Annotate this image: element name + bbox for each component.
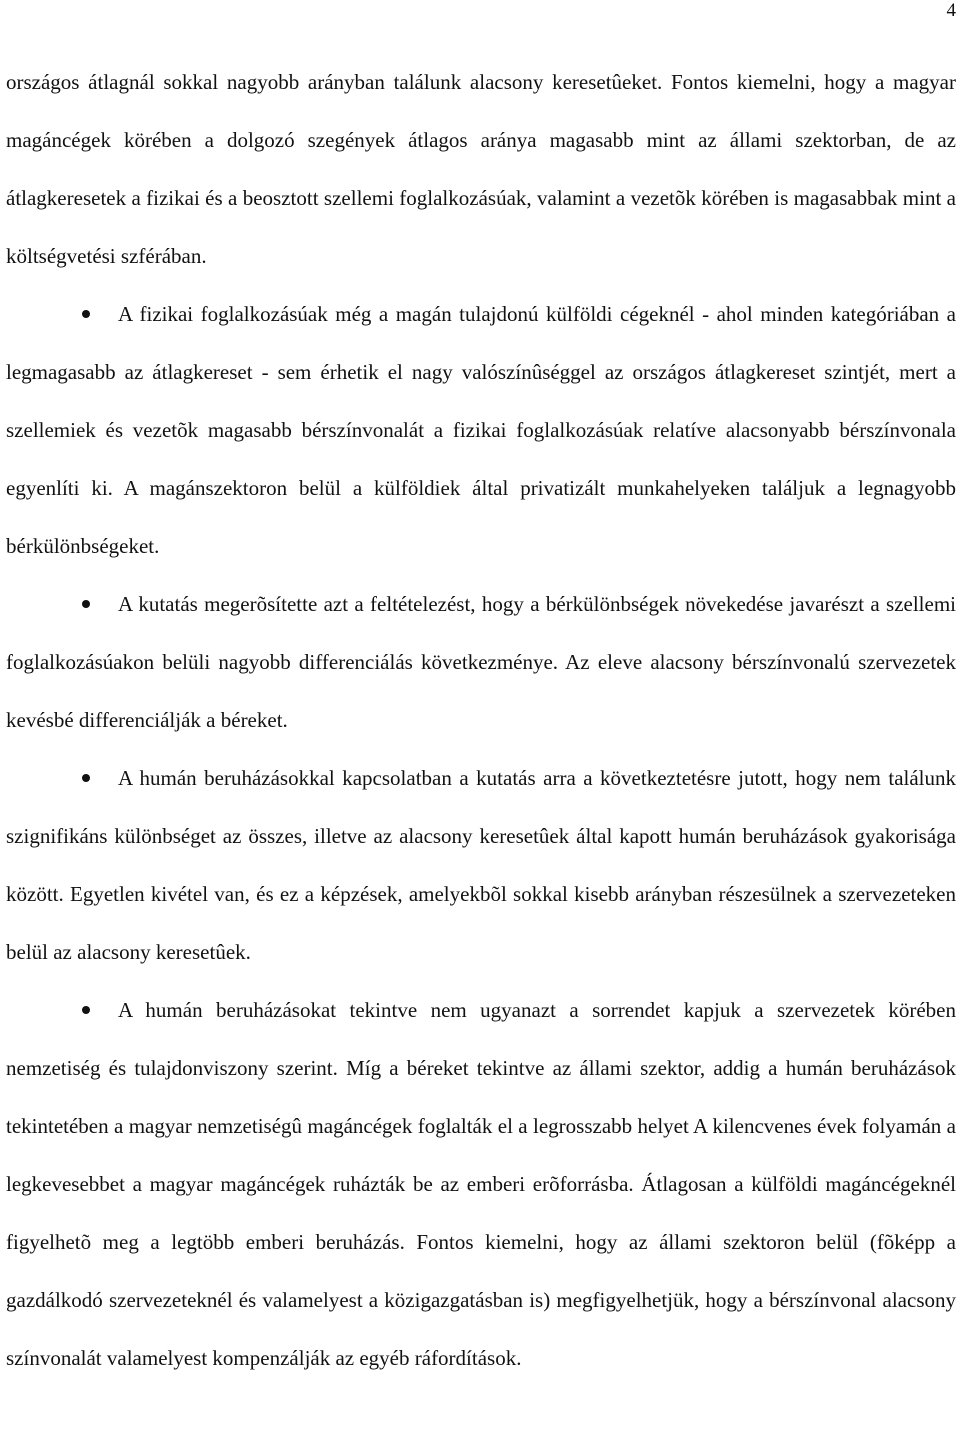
bullet-text: A humán beruházásokat tekintve nem ugyanazt a sorrendet kapjuk a szervezetek körében nemzetiség és tulajdonviszony szerint. Míg a béreket tekintve az állami szektor, addig a humán beruházások tekintetében a magyar nemzetiségû magáncégek foglalták el a legrosszabb helyet A kilencvenes évek folyamán a legkevesebbet a magyar magáncégek ruházták be az emberi erõforrásba. Átlagosan a külföldi magáncégeknél figyelhetõ meg a legtöbb emberi beruházás. Fontos kiemelni, hogy az állami szektoron belül (fõképp a gazdálkodó szervezeteknél és valamelyest a közigazgatásban is) megfigyelhetjük, hogy a bérszínvonal alacsony színvonalát valamelyest kompenzálják az egyéb ráfordítások. — [6, 998, 956, 1370]
bullet-icon — [82, 310, 90, 318]
bullet-icon — [82, 1006, 90, 1014]
document-body — [6, 53, 956, 1387]
bullet-text: A fizikai foglalkozásúak még a magán tulajdonú külföldi cégeknél - ahol minden kategóriában a legmagasabb az átlagkereset - sem érhetik el nagy valószínûséggel az országos átlagkereset szintjét, mert a szellemiek és vezetõk magasabb bérszínvonalát a fizikai foglalkozásúak relatíve alacsonyabb bérszínvonala egyenlíti ki. A magánszektoron belül a külföldiek által privatizált munkahelyeken találjuk a legnagyobb bérkülönbségeket. — [6, 302, 956, 558]
bullet-text: A kutatás megerõsítette azt a feltételezést, hogy a bérkülönbségek növekedése javarészt a szellemi foglalkozásúakon belüli nagyobb differenciálás következménye. Az eleve alacsony bérszínvonalú szervezetek kevésbé differenciálják a béreket. — [6, 592, 956, 732]
intro-paragraph: országos átlagnál sokkal nagyobb arányban találunk alacsony keresetûeket. Fontos kiemelni, hogy a magyar magáncégek körében a dolgozó szegények átlagos aránya magasabb mint az állami szektorban, de az átlagkeresetek a fizikai és a beosztott szellemi foglalkozásúak, valamint a vezetõk körében is magasabbak mint a költségvetési szférában. — [6, 70, 956, 268]
bullet-item-2 — [6, 575, 956, 749]
bullet-icon — [82, 600, 90, 608]
page-number: 4 — [946, 0, 956, 21]
bullet-item-3 — [6, 749, 956, 981]
bullet-icon — [82, 774, 90, 782]
bullet-item-4 — [6, 981, 956, 1387]
bullet-item-1 — [6, 285, 956, 575]
bullet-text: A humán beruházásokkal kapcsolatban a kutatás arra a következtetésre jutott, hogy nem találunk szignifikáns különbséget az összes, illetve az alacsony keresetûek által kapott humán beruházások gyakorisága között. Egyetlen kivétel van, és ez a képzések, amelyekbõl sokkal kisebb arányban részesülnek a szervezeteken belül az alacsony keresetûek. — [6, 766, 956, 964]
